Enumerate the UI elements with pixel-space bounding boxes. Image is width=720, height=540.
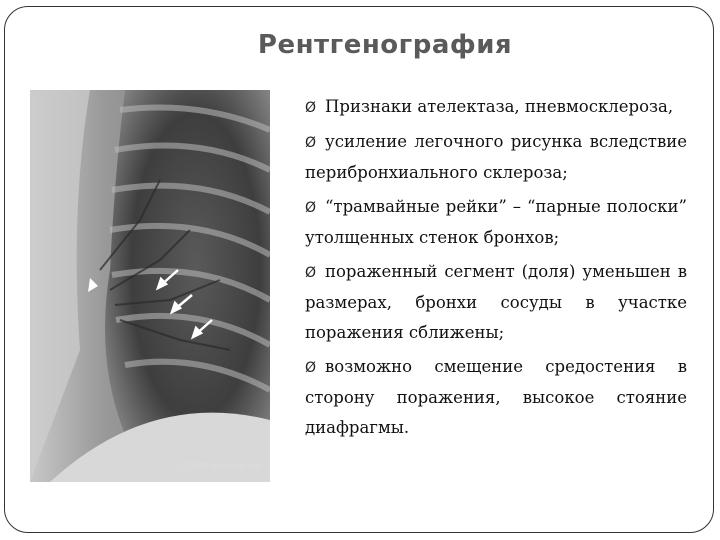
bullet-item — [305, 352, 687, 443]
arrow-bullet-icon: Ø — [305, 135, 317, 151]
arrow-bullet-icon: Ø — [305, 100, 317, 116]
slide-title: Рентгенография — [257, 30, 513, 60]
bullet-text: “трамвайные рейки” – “парные полоски” утолщенных стенок бронхов; — [305, 197, 687, 247]
arrow-bullet-icon: Ø — [305, 360, 317, 376]
bullet-item — [305, 257, 687, 348]
chest-xray-image — [30, 90, 270, 482]
bullet-text: Признаки ателектаза, пневмосклероза, — [325, 97, 674, 116]
bullet-item — [305, 192, 687, 253]
bullet-text: возможно смещение средостения в сторону поражения, высокое стояние диафрагмы. — [305, 357, 687, 437]
image-caption: ©2008 Elsevier Inc — [178, 462, 261, 472]
bullet-item — [305, 127, 687, 188]
bullet-text: усиление легочного рисунка вследствие перибронхиального склероза; — [305, 132, 687, 182]
arrow-bullet-icon: Ø — [305, 200, 317, 216]
bullet-text: пораженный сегмент (доля) уменьшен в размерах, бронхи сосуды в участке поражения сближены; — [305, 262, 687, 342]
bullet-item — [305, 92, 687, 123]
bullet-list — [305, 92, 687, 447]
arrow-bullet-icon: Ø — [305, 265, 317, 281]
